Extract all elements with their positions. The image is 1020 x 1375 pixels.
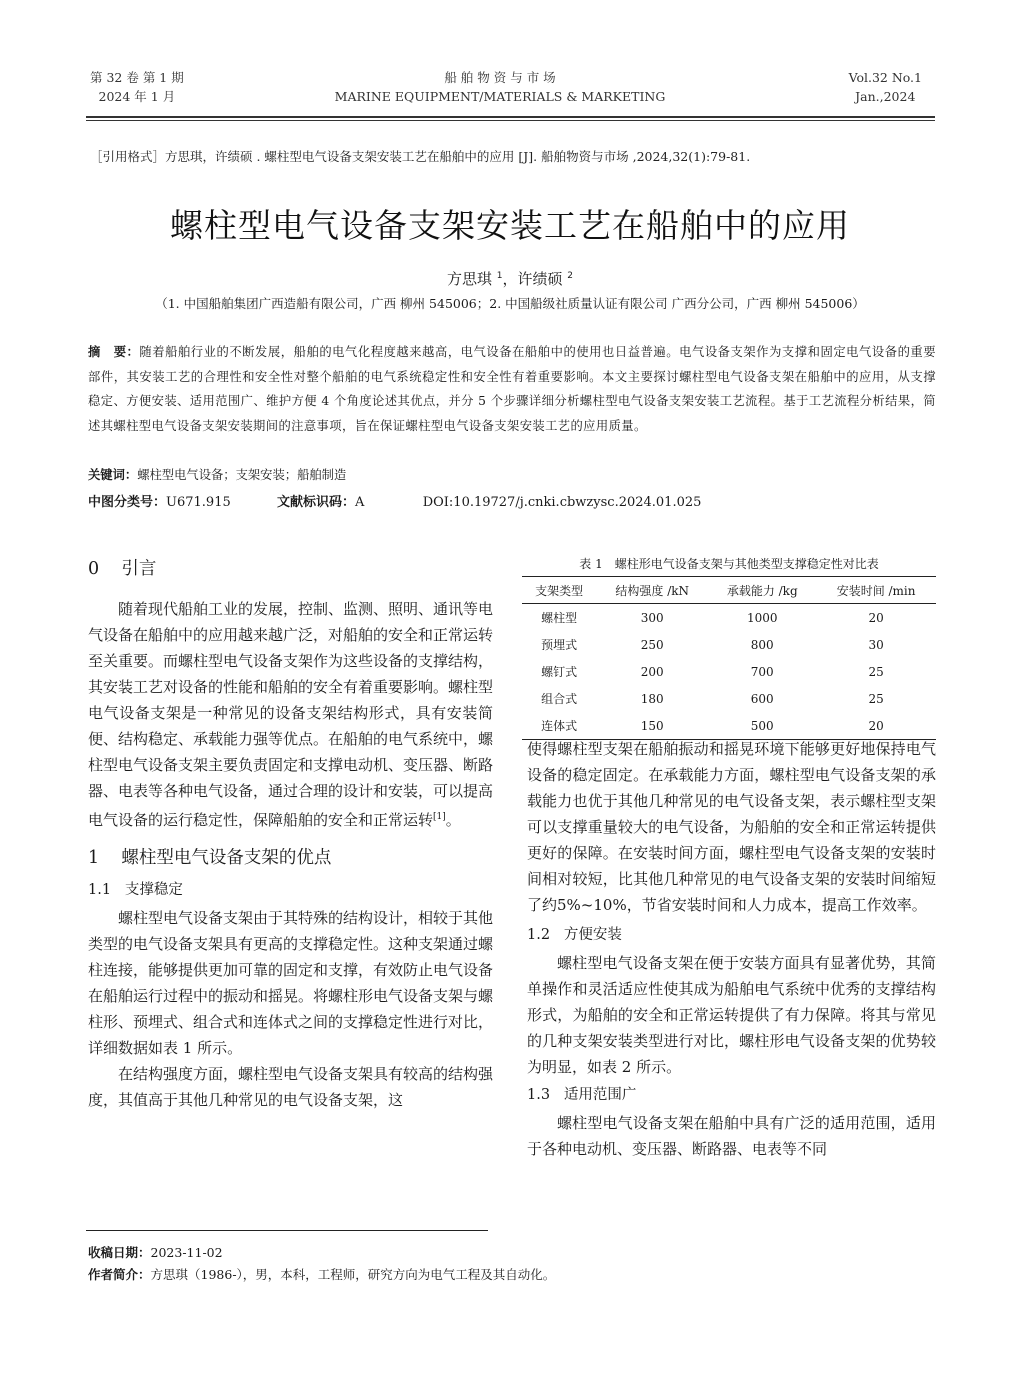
abstract xyxy=(88,340,936,438)
table-row xyxy=(522,631,936,658)
citation-text: 方思琪，许绩硕 . 螺柱型电气设备支架安装工艺在船舶中的应用 [J]. 船舶物资与市场 ,2024,32(1):79-81. xyxy=(165,149,751,164)
header-rule-thin xyxy=(86,120,935,121)
table-cell: 300 xyxy=(640,610,664,625)
subsection-number: 1.1 xyxy=(88,882,112,898)
table-1 xyxy=(522,576,936,740)
paper-title: 螺柱型电气设备支架安装工艺在船舶中的应用 xyxy=(170,206,850,245)
table-header-row xyxy=(522,577,936,604)
table-cell: 150 xyxy=(596,712,708,740)
paragraph: 螺柱型电气设备支架在船舶中具有广泛的适用范围，适用于各种电动机、变压器、断路器、电表等不同 xyxy=(527,1114,936,1158)
keywords xyxy=(88,465,346,483)
author-1: 方思琪 xyxy=(446,270,492,288)
author-2-affil: 2 xyxy=(567,271,574,281)
subsection-1-1-heading xyxy=(88,877,493,903)
issue-date: 2024 年 1 月 xyxy=(98,89,176,104)
subsection-title: 方便安装 xyxy=(563,927,622,943)
table-cell: 螺钉式 xyxy=(541,665,578,679)
section-0-heading xyxy=(88,556,493,582)
journal-name xyxy=(290,68,710,106)
footnote-rule xyxy=(86,1230,488,1231)
received-date xyxy=(88,1243,223,1261)
clc-code: U671.915 xyxy=(166,495,231,510)
section-number: 1 xyxy=(88,848,100,868)
citation xyxy=(90,147,750,165)
table-cell: 600 xyxy=(750,691,774,706)
section-number: 0 xyxy=(88,559,100,579)
right-column xyxy=(527,736,936,1162)
subsection-number: 1.3 xyxy=(527,1087,551,1103)
doc-code: A xyxy=(355,495,365,510)
paragraph: 螺柱型电气设备支架在便于安装方面具有显著优势，其简单操作和灵活适应性使其成为船舶电气系统中优秀的支撑结构形式，为船舶的安全和正常运转提供了有力保障。将其与常见的几种支架安装类型进行对比，螺柱形电气设备支架的优势较为明显，如表 2 所示。 xyxy=(527,954,936,1076)
received-label: 收稿日期： xyxy=(88,1245,151,1260)
table-row xyxy=(522,658,936,685)
received-value: 2023-11-02 xyxy=(150,1245,223,1260)
subsection-1-2-heading xyxy=(527,922,936,948)
intro-end: 。 xyxy=(445,811,461,829)
table-cell: 700 xyxy=(750,664,774,679)
table-header-cell: 承载能力 /kg xyxy=(708,577,816,604)
table-header-cell: 安装时间 /min xyxy=(816,577,936,604)
table-cell: 1000 xyxy=(746,610,778,625)
subsection-title: 适用范围广 xyxy=(563,1087,637,1103)
keywords-text: 螺柱型电气设备；支架安装；船舶制造 xyxy=(137,468,347,482)
paragraph: 使得螺柱型支架在船舶振动和摇晃环境下能够更好地保持电气设备的稳定固定。在承载能力方面，螺柱型电气设备支架的承载能力也优于其他几种常见的电气设备支架，表示螺柱型支架可以支撑重量较大的电气设备，为船舶的安全和正常运转提供更好的保障。在安装时间方面，螺柱型电气设备支架的安装时间相对较短，比其他几种常见的电气设备支架的安装时间缩短了约5%~10%，节省安装时间和人力成本，提高工作效率。 xyxy=(527,740,936,914)
journal-volume-issue xyxy=(90,68,184,106)
paragraph: 螺柱型电气设备支架由于其特殊的结构设计，相较于其他类型的电气设备支架具有更高的支撑稳定性。这种支架通过螺柱连接，能够提供更加可靠的固定和支撑，有效防止电气设备在船舶运行过程中的振动和摇晃。将螺柱形电气设备支架与螺柱形、预埋式、组合式和连体式之间的支撑稳定性进行对比，详细数据如表 1 所示。 xyxy=(88,909,494,1057)
classification-line xyxy=(88,491,701,510)
table-cell: 组合式 xyxy=(541,692,578,706)
table-cell: 30 xyxy=(868,637,884,652)
journal-volume-en xyxy=(849,68,922,106)
reference-marker: [1] xyxy=(433,812,446,822)
author-2: 许绩硕 xyxy=(517,270,563,288)
section-1-heading xyxy=(88,845,493,871)
volume-en: Vol.32 No.1 xyxy=(848,70,922,85)
table-cell: 25 xyxy=(868,664,884,679)
clc-label: 中图分类号： xyxy=(88,495,167,510)
author-1-affil: 1 xyxy=(496,271,503,281)
table-cell: 800 xyxy=(750,637,774,652)
journal-name-en: MARINE EQUIPMENT/MATERIALS & MARKETING xyxy=(334,89,666,104)
table-1-caption: 表 1 螺柱形电气设备支架与其他类型支撑稳定性对比表 xyxy=(579,557,879,571)
table-row xyxy=(522,604,936,632)
abstract-text: 随着船舶行业的不断发展，船舶的电气化程度越来越高，电气设备在船舶中的使用也日益普遍。电气设备支架作为支撑和固定电气设备的重要部件，其安装工艺的合理性和安全性对整个船舶的电气系统稳定性和安全性有着重要影响。本文主要探讨螺柱型电气设备支架在船舶中的应用，从支撑稳定、方便安装、适用范围广、维护方便 4 个角度论述其优点，并分 5 个步骤详细分析螺柱型电气设备支架安装工艺流程。基于工艺流程分析结果，简述其螺柱型电气设备支架安装期间的注意事项，旨在保证螺柱型电气设备支架安装工艺的应用质量。 xyxy=(88,345,936,433)
subsection-number: 1.2 xyxy=(527,927,551,943)
citation-label: ［引用格式］ xyxy=(90,149,166,164)
table-cell: 20 xyxy=(868,610,884,625)
intro-text: 随着现代船舶工业的发展，控制、监测、照明、通讯等电气设备在船舶中的应用越来越广泛，对船舶的安全和正常运转至关重要。而螺柱型电气设备支架作为这些设备的支撑结构，其安装工艺对设备的性能和船舶的安全有着重要影响。螺柱型电气设备支架是一种常见的设备支架结构形式，具有安装简便、结构稳定、承载能力强等优点。在船舶的电气系统中，螺柱型电气设备支架主要负责固定和支撑电动机、变压器、断路器、电表等各种电气设备，通过合理的设计和安装，可以提高电气设备的运行稳定性，保障船舶的安全和正常运转 xyxy=(88,600,494,829)
table-cell: 预埋式 xyxy=(541,638,578,652)
table-cell: 500 xyxy=(708,712,816,740)
table-cell: 连体式 xyxy=(522,712,596,740)
paragraph: 在结构强度方面，螺柱型电气设备支架具有较高的结构强度，其值高于其他几种常见的电气设备支架，这 xyxy=(88,1065,494,1109)
author-bio xyxy=(88,1265,555,1283)
table-header-cell: 结构强度 /kN xyxy=(596,577,708,604)
section-title: 引言 xyxy=(121,559,157,579)
table-cell: 螺柱型 xyxy=(541,611,578,625)
table-cell: 180 xyxy=(640,691,664,706)
table-cell: 20 xyxy=(816,712,936,740)
date-en: Jan.,2024 xyxy=(855,89,916,104)
table-cell: 25 xyxy=(868,691,884,706)
table-header-cell: 支架类型 xyxy=(522,577,596,604)
volume-issue: 第 32 卷 第 1 期 xyxy=(90,70,184,85)
table-cell: 250 xyxy=(640,637,664,652)
left-column xyxy=(88,556,493,1113)
table-cell: 200 xyxy=(640,664,664,679)
journal-name-cn: 船 舶 物 资 与 市 场 xyxy=(444,70,556,85)
author-separator: ， xyxy=(502,270,518,288)
authors xyxy=(0,268,1020,289)
author-bio-label: 作者简介： xyxy=(88,1267,151,1282)
subsection-1-3-heading xyxy=(527,1082,936,1108)
affiliations: （1. 中国船舶集团广西造船有限公司，广西 柳州 545006；2. 中国船级社质量认证有限公司 广西分公司，广西 柳州 545006） xyxy=(155,296,865,311)
subsection-title: 支撑稳定 xyxy=(124,882,183,898)
section-title: 螺柱型电气设备支架的优点 xyxy=(121,848,332,868)
doi: DOI:10.19727/j.cnki.cbwzysc.2024.01.025 xyxy=(422,495,702,510)
intro-paragraph xyxy=(88,596,493,833)
header-rule-thick xyxy=(86,116,935,118)
table-row xyxy=(522,685,936,712)
keywords-label: 关键词： xyxy=(88,468,138,482)
doc-code-label: 文献标识码： xyxy=(277,495,356,510)
author-bio-text: 方思琪（1986-），男，本科，工程师，研究方向为电气工程及其自动化。 xyxy=(150,1267,556,1282)
abstract-label: 摘 要： xyxy=(88,345,140,359)
